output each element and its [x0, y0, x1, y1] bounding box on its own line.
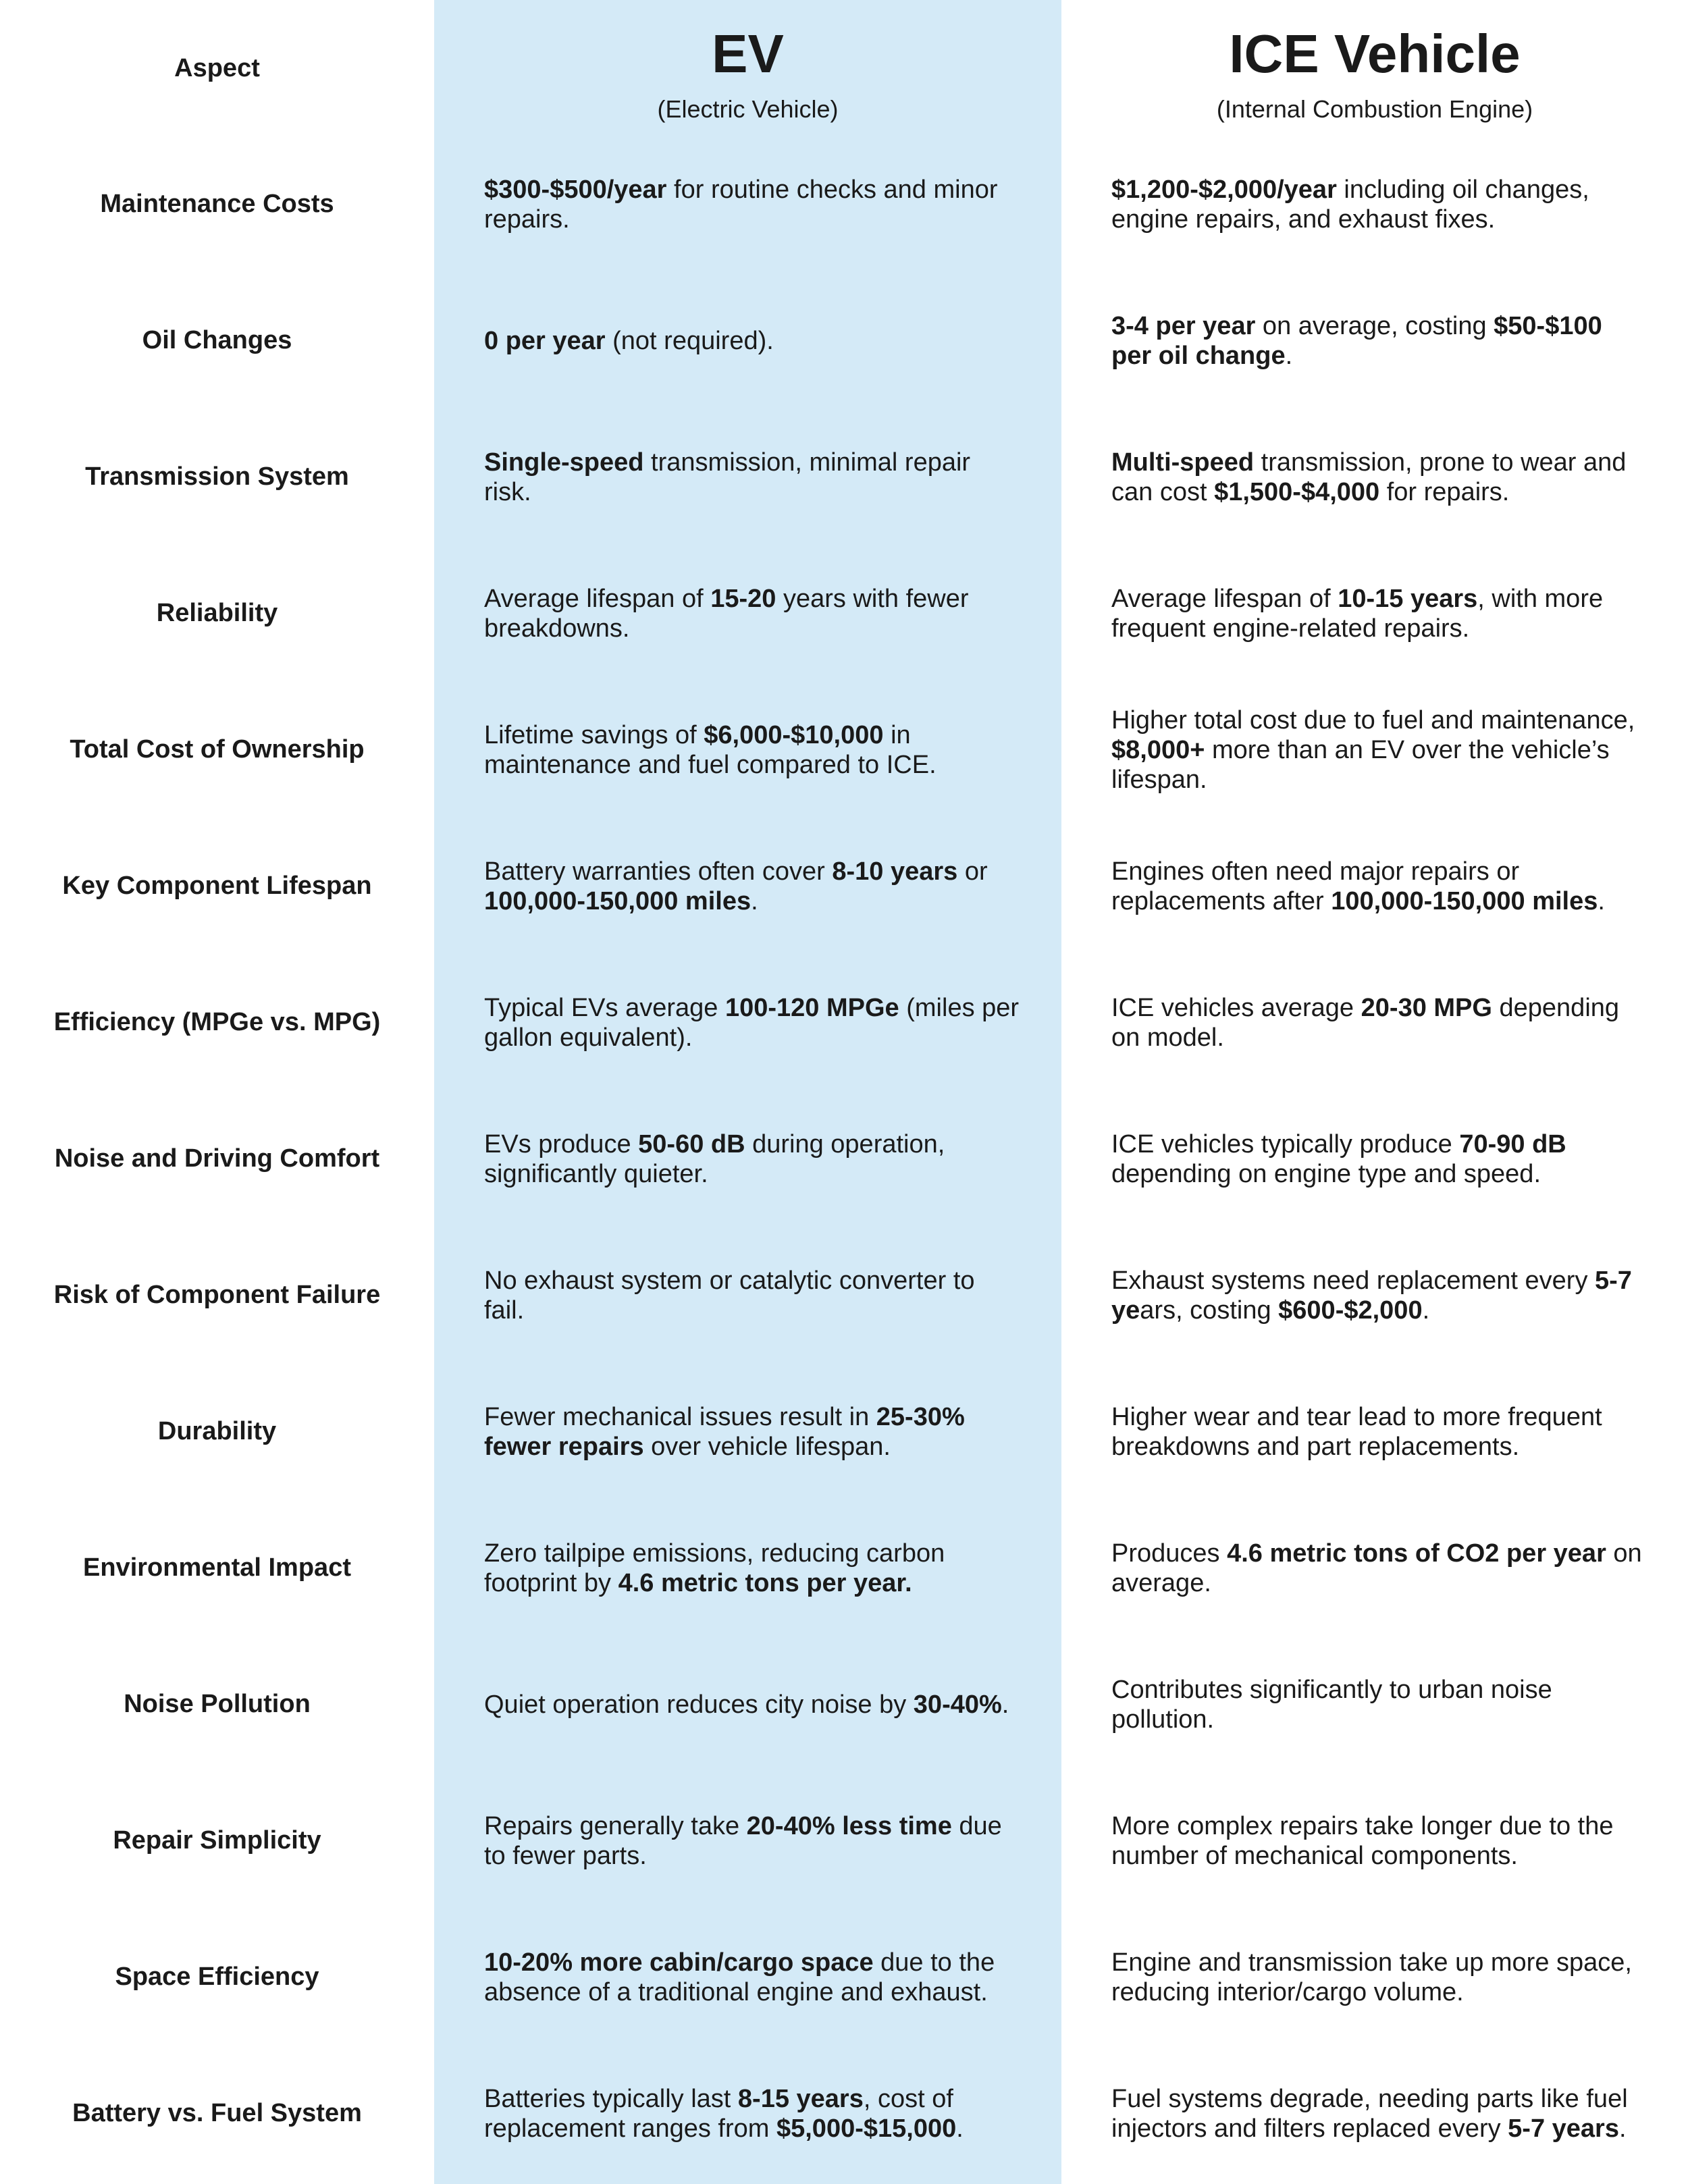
value-text: on average, costing	[1255, 312, 1494, 340]
ice-value-text	[1111, 1675, 1647, 1734]
value-text: or	[957, 857, 988, 886]
aspect-cell	[0, 1773, 434, 1909]
ev-value-text	[484, 1266, 1021, 1325]
ev-value-cell	[434, 1364, 1061, 1500]
aspect-label: Noise Pollution	[124, 1690, 311, 1719]
ice-value-cell	[1061, 1773, 1688, 1909]
ice-value-cell	[1061, 1500, 1688, 1636]
ice-value-cell	[1061, 273, 1688, 409]
value-text: Repairs generally take	[484, 1812, 747, 1840]
value-text: due to fewer parts.	[484, 1812, 1002, 1870]
ev-value-cell	[434, 1500, 1061, 1636]
highlight-value: 100,000-150,000 miles	[484, 887, 751, 915]
aspect-cell	[0, 682, 434, 818]
ice-value-text	[1111, 2084, 1647, 2143]
aspect-column-label: Aspect	[174, 54, 260, 82]
highlight-value: 4.6 metric tons of CO2 per year	[1227, 1539, 1606, 1568]
highlight-value: 25-30% fewer repairs	[484, 1403, 965, 1461]
aspect-cell	[0, 409, 434, 545]
ice-value-text	[1111, 1402, 1647, 1462]
value-text: .	[1422, 1296, 1430, 1325]
value-text: ICE vehicles typically produce	[1111, 1130, 1460, 1158]
value-text: .	[956, 2114, 964, 2143]
ice-value-text	[1111, 857, 1647, 916]
value-text: More complex repairs take longer due to the number of mechanical components.	[1111, 1812, 1614, 1870]
highlight-value: 100-120 MPGe	[724, 994, 899, 1022]
ice-value-cell	[1061, 2046, 1688, 2182]
highlight-value: 8-15 years	[737, 2085, 864, 2113]
value-text: more than an EV over the vehicle’s lifespan.	[1111, 736, 1610, 794]
aspect-label: Reliability	[156, 599, 278, 628]
highlight-value: 15-20	[710, 585, 776, 613]
ev-value-text	[484, 1948, 1021, 2007]
ev-value-cell	[434, 273, 1061, 409]
ice-value-cell	[1061, 545, 1688, 682]
ev-value-text	[484, 1129, 1021, 1189]
ice-value-cell	[1061, 136, 1688, 273]
aspect-cell	[0, 136, 434, 273]
value-text: for repairs.	[1379, 478, 1510, 506]
ev-value-cell	[434, 136, 1061, 273]
ice-value-text	[1111, 311, 1647, 371]
ice-value-cell	[1061, 682, 1688, 818]
value-text: No exhaust system or catalytic converter to fail.	[484, 1267, 975, 1325]
value-text: .	[1618, 2114, 1627, 2143]
value-text: in maintenance and fuel compared to ICE.	[484, 721, 937, 779]
ice-value-text	[1111, 1129, 1647, 1189]
ice-value-cell	[1061, 1364, 1688, 1500]
ev-value-cell	[434, 545, 1061, 682]
value-text: , with more frequent engine-related repairs.	[1111, 585, 1604, 643]
ev-value-cell	[434, 1636, 1061, 1773]
ice-value-text	[1111, 1266, 1647, 1325]
aspect-label: Oil Changes	[142, 326, 292, 355]
highlight-value: Multi-speed	[1111, 448, 1255, 477]
highlight-value: $6,000-$10,000	[704, 721, 884, 749]
highlight-value: 30-40%	[913, 1690, 1002, 1719]
value-text: ars, costing	[1140, 1296, 1279, 1325]
value-text: Zero tailpipe emissions, reducing carbon footprint by	[484, 1539, 945, 1597]
ev-value-text	[484, 1539, 1021, 1598]
value-text: Batteries typically last	[484, 2085, 738, 2113]
ev-value-text	[484, 448, 1021, 507]
ice-value-cell	[1061, 818, 1688, 955]
highlight-value: $1,200-$2,000/year	[1111, 176, 1337, 204]
aspect-label: Repair Simplicity	[113, 1826, 321, 1855]
aspect-cell	[0, 955, 434, 1091]
ice-value-text	[1111, 584, 1647, 643]
ice-value-cell	[1061, 955, 1688, 1091]
aspect-cell	[0, 1500, 434, 1636]
value-text: Quiet operation reduces city noise by	[484, 1690, 914, 1719]
highlight-value: 70-90 dB	[1459, 1130, 1566, 1158]
ev-value-cell	[434, 1773, 1061, 1909]
highlight-value: 3-4 per year	[1111, 312, 1256, 340]
value-text: Lifetime savings of	[484, 721, 704, 749]
aspect-cell	[0, 1364, 434, 1500]
highlight-value: 8-10 years	[832, 857, 958, 886]
ev-value-cell	[434, 1909, 1061, 2046]
value-text: Typical EVs average	[484, 994, 725, 1022]
aspect-cell	[0, 1091, 434, 1227]
value-text: Engine and transmission take up more space, reducing interior/cargo volume.	[1111, 1948, 1632, 2006]
ev-value-cell	[434, 2046, 1061, 2182]
ev-value-text	[484, 326, 774, 356]
ice-value-text	[1111, 1811, 1647, 1871]
value-text: depending on engine type and speed.	[1111, 1160, 1541, 1188]
highlight-value: $50-$100 per oil change	[1111, 312, 1602, 370]
value-text: Contributes significantly to urban noise pollution.	[1111, 1676, 1552, 1734]
ev-value-cell	[434, 682, 1061, 818]
value-text: Average lifespan of	[1111, 585, 1338, 613]
value-text: transmission, minimal repair risk.	[484, 448, 971, 506]
ev-value-text	[484, 857, 1021, 916]
highlight-value: 0 per year	[484, 327, 606, 355]
value-text: .	[1001, 1690, 1009, 1719]
ev-value-cell	[434, 955, 1061, 1091]
ice-title: ICE Vehicle	[1229, 24, 1521, 84]
ev-value-text	[484, 1690, 1009, 1720]
highlight-value: 20-30 MPG	[1361, 994, 1492, 1022]
aspect-label: Space Efficiency	[115, 1963, 319, 1992]
ev-value-text	[484, 584, 1021, 643]
value-text: depending on model.	[1111, 994, 1620, 1052]
value-text: including oil changes, engine repairs, and exhaust fixes.	[1111, 176, 1589, 234]
ice-value-text	[1111, 448, 1647, 507]
aspect-cell	[0, 1909, 434, 2046]
aspect-label: Total Cost of Ownership	[70, 735, 365, 764]
ice-value-text	[1111, 705, 1647, 795]
value-text: for routine checks and minor repairs.	[484, 176, 998, 234]
aspect-cell	[0, 2046, 434, 2182]
ev-value-cell	[434, 1091, 1061, 1227]
aspect-label: Durability	[157, 1417, 277, 1446]
highlight-value: 5-7 ye	[1111, 1267, 1632, 1325]
value-text: during operation, significantly quieter.	[484, 1130, 945, 1188]
ev-value-text	[484, 720, 1021, 780]
ice-value-text	[1111, 1539, 1647, 1598]
header-ev	[434, 0, 1061, 136]
highlight-value: 5-7 years	[1508, 2114, 1619, 2143]
ice-value-cell	[1061, 1227, 1688, 1364]
value-text: Engines often need major repairs or replacements after	[1111, 857, 1520, 915]
highlight-value: 10-20% more cabin/cargo space	[484, 1948, 874, 1977]
value-text: EVs produce	[484, 1130, 639, 1158]
value-text: years with fewer breakdowns.	[484, 585, 969, 643]
highlight-value: $300-$500/year	[484, 176, 667, 204]
ev-subtitle: (Electric Vehicle)	[657, 95, 839, 123]
value-text: Battery warranties often cover	[484, 857, 833, 886]
aspect-cell	[0, 1227, 434, 1364]
aspect-label: Environmental Impact	[83, 1553, 351, 1582]
value-text: Exhaust systems need replacement every	[1111, 1267, 1595, 1295]
value-text: Fewer mechanical issues result in	[484, 1403, 876, 1431]
aspect-cell	[0, 1636, 434, 1773]
ice-value-cell	[1061, 1909, 1688, 2046]
highlight-value: $600-$2,000	[1278, 1296, 1423, 1325]
value-text: Higher wear and tear lead to more frequent breakdowns and part replacements.	[1111, 1403, 1602, 1461]
aspect-label: Key Component Lifespan	[62, 872, 372, 901]
aspect-cell	[0, 545, 434, 682]
aspect-label: Risk of Component Failure	[53, 1281, 381, 1310]
aspect-cell	[0, 273, 434, 409]
highlight-value: $1,500-$4,000	[1214, 478, 1380, 506]
value-text: (not required).	[605, 327, 774, 355]
ice-value-text	[1111, 993, 1647, 1053]
ev-value-text	[484, 1811, 1021, 1871]
highlight-value: $8,000+	[1111, 736, 1205, 764]
ice-value-cell	[1061, 1636, 1688, 1773]
highlight-value: Single-speed	[484, 448, 644, 477]
value-text: ICE vehicles average	[1111, 994, 1361, 1022]
ev-value-cell	[434, 409, 1061, 545]
ev-title: EV	[712, 24, 784, 84]
aspect-label: Noise and Driving Comfort	[54, 1144, 380, 1173]
ev-value-cell	[434, 1227, 1061, 1364]
ev-value-text	[484, 175, 1021, 234]
value-text: .	[1598, 887, 1605, 915]
ev-value-text	[484, 1402, 1021, 1462]
aspect-label: Battery vs. Fuel System	[72, 2099, 362, 2128]
highlight-value: 100,000-150,000 miles	[1331, 887, 1598, 915]
ev-value-text	[484, 993, 1021, 1053]
value-text: Average lifespan of	[484, 585, 711, 613]
value-text: , cost of replacement ranges from	[484, 2085, 953, 2143]
ice-value-cell	[1061, 1091, 1688, 1227]
header-ice	[1061, 0, 1688, 136]
value-text: (miles per gallon equivalent).	[484, 994, 1020, 1052]
ice-value-text	[1111, 175, 1647, 234]
value-text: transmission, prone to wear and can cost	[1111, 448, 1627, 506]
value-text: due to the absence of a traditional engine and exhaust.	[484, 1948, 995, 2006]
ice-value-text	[1111, 1948, 1647, 2007]
aspect-label: Transmission System	[85, 462, 349, 491]
highlight-value: 4.6 metric tons per year.	[618, 1569, 912, 1597]
ev-value-text	[484, 2084, 1021, 2143]
header-aspect	[0, 0, 434, 136]
highlight-value: 10-15 years	[1338, 585, 1478, 613]
value-text: over vehicle lifespan.	[643, 1433, 891, 1461]
ice-subtitle: (Internal Combustion Engine)	[1216, 95, 1533, 123]
highlight-value: 20-40% less time	[746, 1812, 952, 1840]
value-text: Higher total cost due to fuel and maintenance,	[1111, 706, 1635, 735]
aspect-cell	[0, 818, 434, 955]
aspect-label: Maintenance Costs	[100, 190, 334, 219]
ev-value-cell	[434, 818, 1061, 955]
value-text: Produces	[1111, 1539, 1228, 1568]
value-text: .	[751, 887, 758, 915]
value-text: on average.	[1111, 1539, 1642, 1597]
ice-value-cell	[1061, 409, 1688, 545]
aspect-label: Efficiency (MPGe vs. MPG)	[53, 1008, 381, 1037]
value-text: .	[1285, 342, 1293, 370]
value-text: Fuel systems degrade, needing parts like fuel injectors and filters replaced every	[1111, 2085, 1628, 2143]
highlight-value: 50-60 dB	[638, 1130, 745, 1158]
highlight-value: $5,000-$15,000	[776, 2114, 957, 2143]
